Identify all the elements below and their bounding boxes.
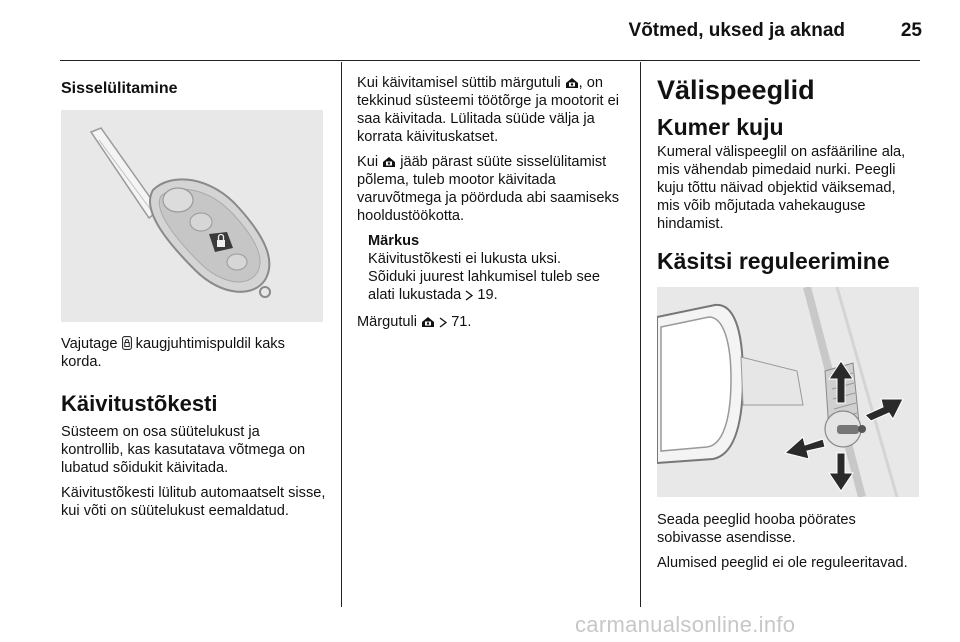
reference-arrow-icon [439,317,447,328]
paragraph-immobiliser-1: Süsteem on osa süütelukust ja kontrollib, kas kasutatava võtmega on lubatud sõidukit käivitada. [61,424,306,476]
immobiliser-warning-icon [565,77,579,89]
column-1 [61,62,326,520]
paragraph-immobiliser-2: Käivitustõkesti lülitub automaatselt sisse, kui võti on süütelukust eemaldatud. [61,485,326,519]
paragraph-convex-mirror: Kumeral välispeeglil on asfääriline ala, mis vähendab pimedaid nurki. Peegli kuju tõttu näivad objektid väiksemad, mis võib mõjutada vahekauguse hindamist. [657,144,906,232]
note-text-2: Sõiduki juurest lahkumisel tuleb see alati lukustada 19. [368,269,601,303]
paragraph-lower-mirrors: Alumised peeglid ei ole reguleeritavad. [657,555,908,571]
page-number: 25 [900,20,922,41]
mirror-adjust-figure [657,287,919,497]
mirror-adjust-illustration [657,287,919,497]
key-fob-figure [61,110,323,322]
caption-press-lock: Vajutage kaugjuhtimispuldil kaks korda. [61,336,285,370]
note-box [357,232,625,304]
paragraph-light-stays-on: Kui jääb pärast süüte sisselülitamist põlema, tuleb mootor käivitada varuvõtmega ja pöörduda abi saamiseks hooldustöökotta. [357,154,620,224]
column-divider-2 [640,62,641,607]
column-2 [357,62,625,331]
section-heading-sisselulitamine: Sisselülitamine [61,80,178,97]
subsection-heading-kasitsi: Käsitsi reguleerimine [657,248,890,274]
header-divider [60,60,920,61]
key-fob-illustration [61,110,323,322]
watermark: carmanualsonline.info [575,612,796,637]
paragraph-adjust-mirror: Seada peeglid hooba pöörates sobivasse asendisse. [657,512,856,546]
note-text-1: Käivitustõkesti ei lukusta uksi. [368,251,562,267]
column-3 [657,62,922,572]
note-title: Märkus [368,233,420,249]
paragraph-warning-light: Kui käivitamisel süttib märgutuli , on tekkinud süsteemi töötõrge ja mootorit ei saa käivitada. Lülitada süüde välja ja korrata käivituskatset. [357,75,620,145]
immobiliser-warning-icon [382,156,396,168]
column-divider-1 [341,62,342,607]
section-title-valispeeglid: Välispeeglid [657,75,815,105]
paragraph-warning-reference: Märgutuli 71. [357,314,472,330]
chapter-title: Võtmed, uksed ja aknad [628,20,845,41]
section-heading-kaivitustokesti: Käivitustõkesti [61,391,218,416]
immobiliser-warning-icon [421,316,435,328]
lock-button-icon [122,336,132,350]
page-header [0,0,960,62]
subsection-heading-kumer-kuju: Kumer kuju [657,114,784,140]
